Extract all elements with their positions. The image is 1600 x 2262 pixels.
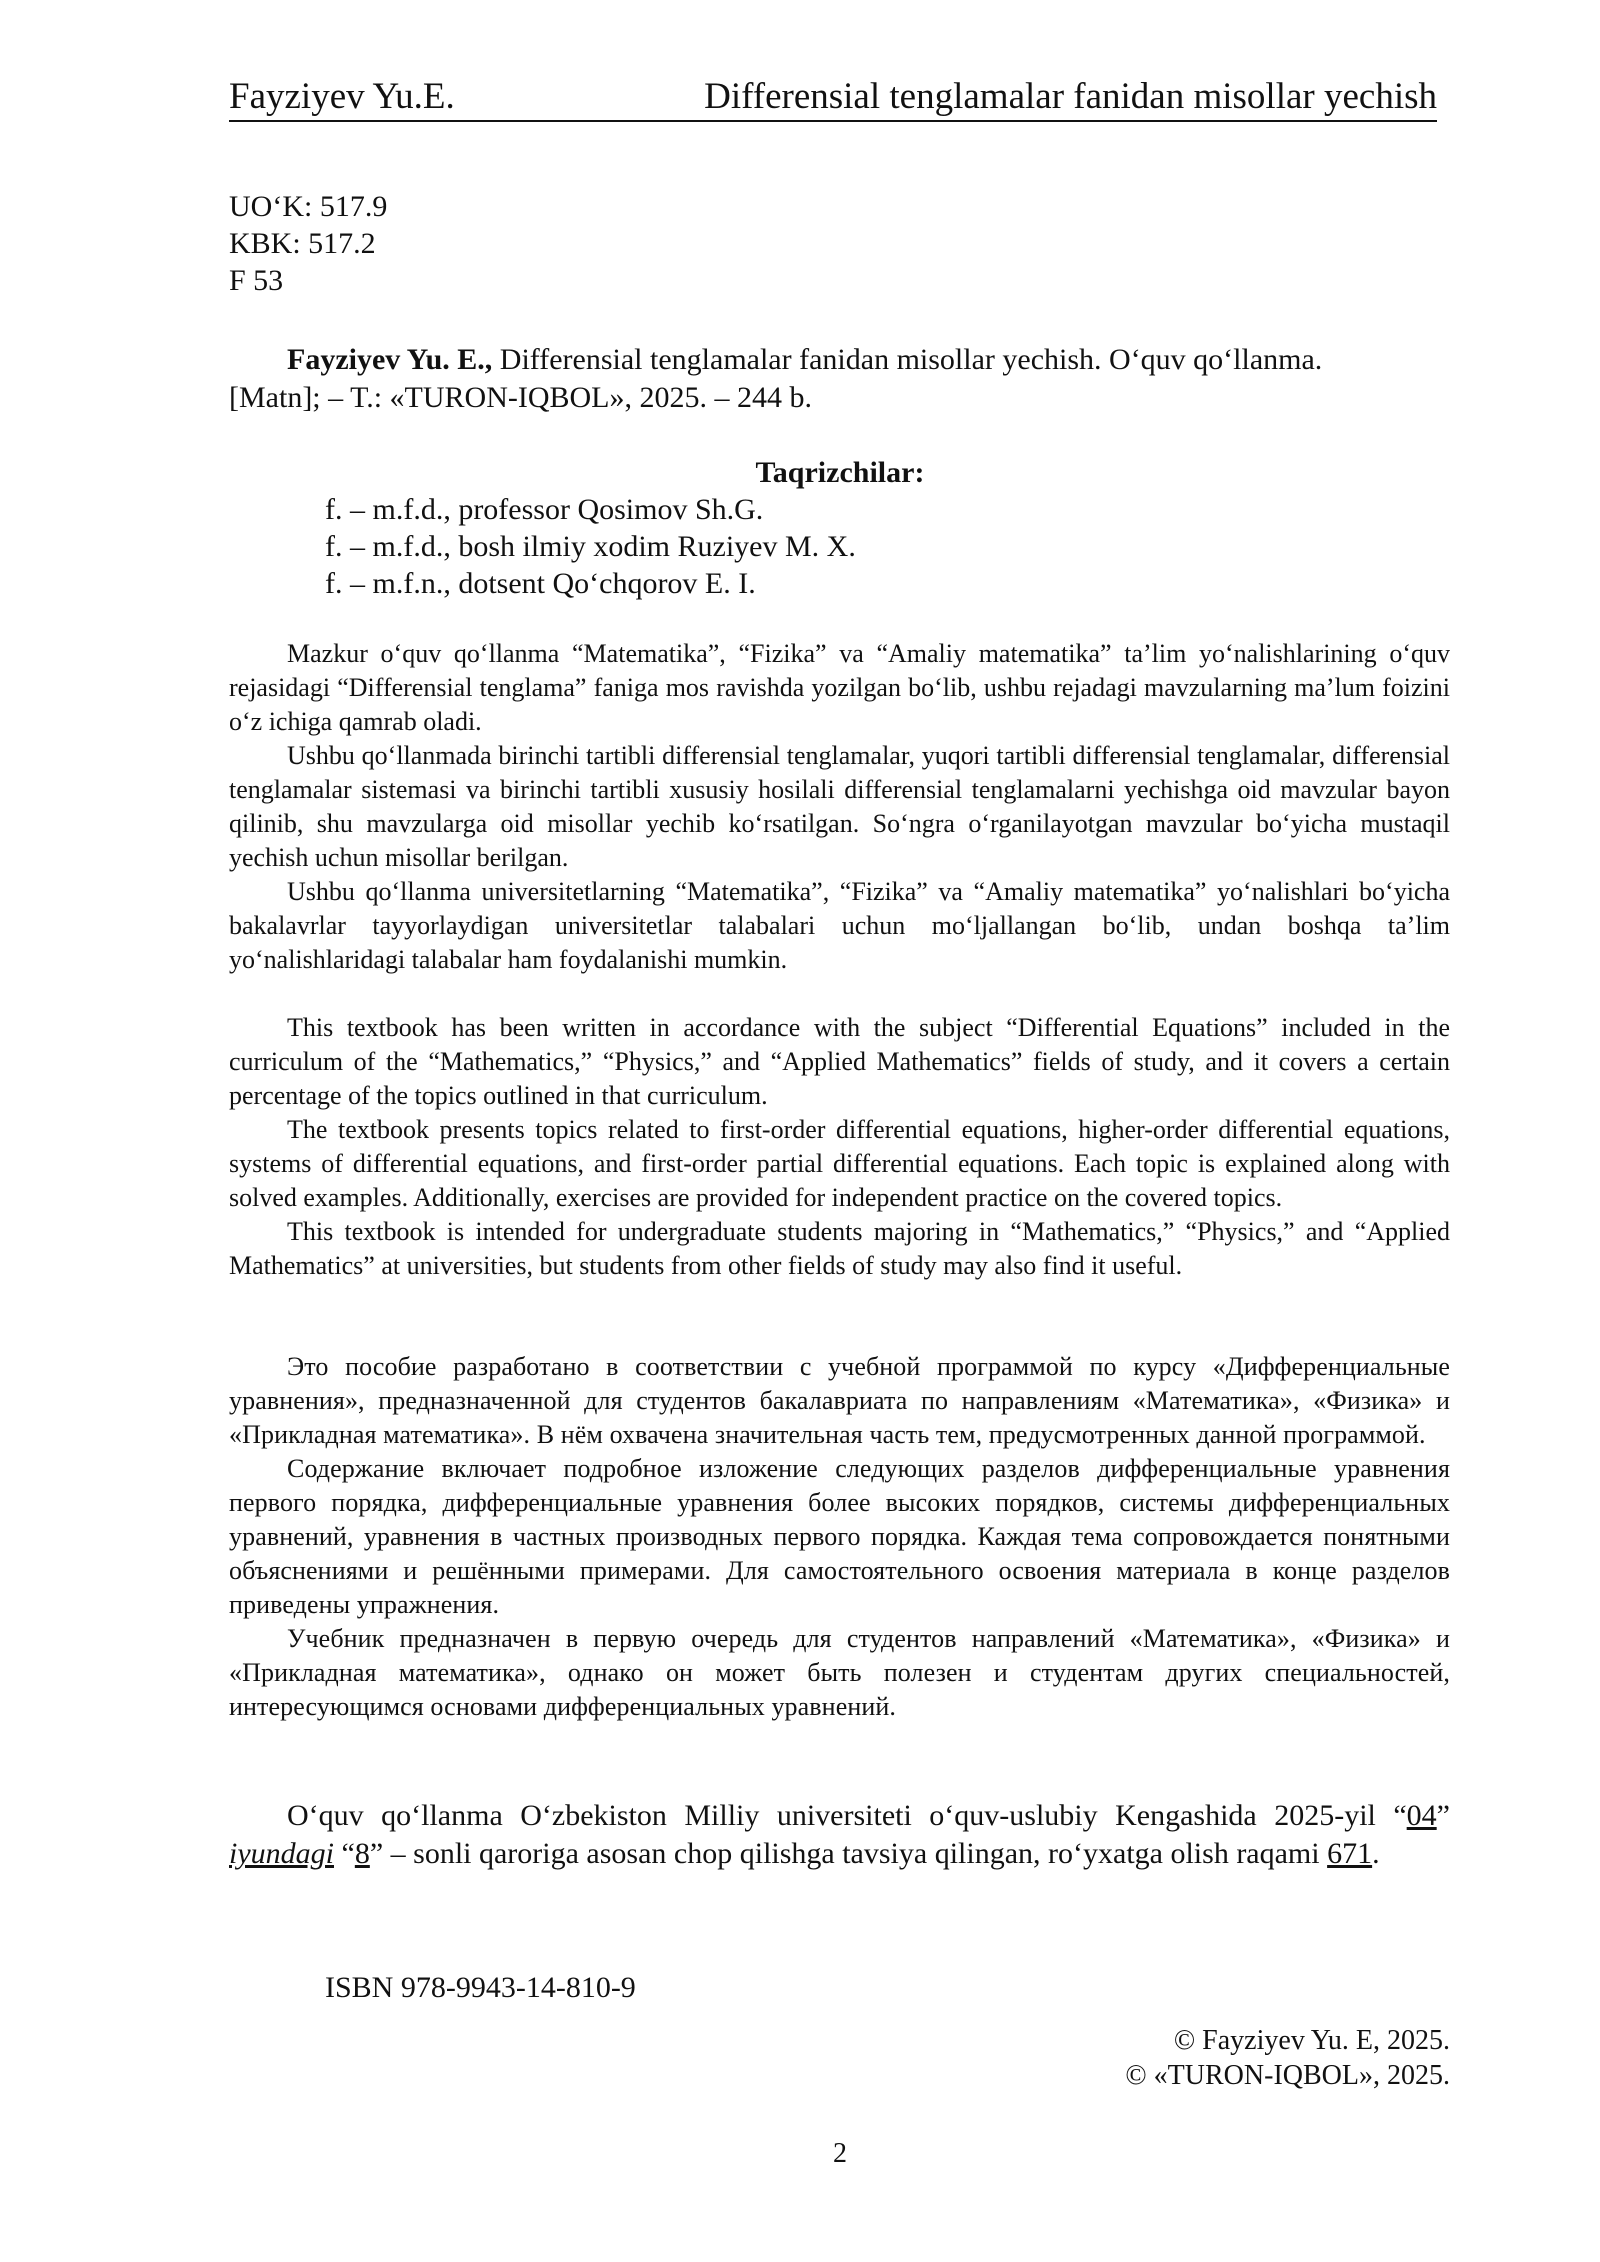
approval-text: “: [334, 1837, 355, 1870]
udc-code: UO‘K: 517.9: [229, 190, 388, 223]
approval-day: 04: [1406, 1799, 1437, 1832]
citation-author: Fayziyev Yu. E.,: [287, 343, 493, 376]
abstract-paragraph: Mazkur o‘quv qo‘llanma “Matematika”, “Fizika” va “Amaliy matematika” ta’lim yo‘nalishlarining o‘quv rejasidagi “Differensial tenglama” faniga mos ravishda yozilgan bo‘lib, ushbu rejadagi mavzularning ma’lum foizini o‘z ichiga qamrab oladi.: [229, 639, 1450, 736]
author-mark: F 53: [229, 264, 284, 297]
isbn: ISBN 978-9943-14-810-9: [325, 1971, 636, 2004]
approval-registration-number: 671: [1327, 1837, 1373, 1870]
abstract-english: [229, 1011, 1450, 1283]
reviewer-item: f. – m.f.n., dotsent Qo‘chqorov E. I.: [325, 567, 756, 600]
copyright-line: © Fayziyev Yu. E, 2025.: [1173, 2025, 1450, 2056]
approval-decision-number: 8: [354, 1837, 370, 1870]
approval-paragraph: [229, 1797, 1450, 1873]
abstract-paragraph: Учебник предназначен в первую очередь для студентов направлений «Математика», «Физика» и «Прикладная математика», однако он может быть полезен и студентам других специальностей, интересующимся основами дифференциальных уравнений.: [229, 1624, 1450, 1721]
page-number: 2: [833, 2138, 847, 2169]
approval-note: [229, 1797, 1450, 1873]
header-author: Fayziyev Yu.E.: [229, 76, 455, 117]
approval-month: iyundagi: [229, 1837, 334, 1870]
abstract-paragraph: Содержание включает подробное изложение следующих разделов дифференциальные уравнения первого порядка, дифференциальные уравнения более высоких порядков, системы дифференциальных уравнений, уравнения в частных производных первого порядка. Каждая тема сопровождается понятными объяснениями и решёнными примерами. Для самостоятельного освоения материала в конце разделов приведены упражнения.: [229, 1454, 1450, 1619]
abstract-paragraph: Ushbu qo‘llanmada birinchi tartibli differensial tenglamalar, yuqori tartibli differensial tenglamalar, differensial tenglamalar sistemasi va birinchi tartibli xususiy hosilali differensial tenglamalarni yechishga oid mavzular bayon qilinib, shu mavzularga oid misollar yechib ko‘rsatilgan. So‘ngra o‘rganilayotgan mavzular bo‘yicha mustaqil yechish uchun misollar berilgan.: [229, 741, 1450, 872]
reviewer-item: f. – m.f.d., bosh ilmiy xodim Ruziyev M. X.: [325, 530, 856, 563]
abstract-paragraph: This textbook is intended for undergraduate students majoring in “Mathematics,” “Physics,” and “Applied Mathematics” at universities, but students from other fields of study may also find it useful.: [229, 1217, 1450, 1280]
abstract-uzbek: [229, 637, 1450, 977]
copyright-block: [1125, 2023, 1450, 2093]
abstract-paragraph: Это пособие разработано в соответствии с учебной программой по курсу «Дифференциальные уравнения», предназначенной для студентов бакалавриата по направлениям «Математика», «Физика» и «Прикладная математика». В нём охвачена значительная часть тем, предусмотренных данной программой.: [229, 1352, 1450, 1449]
copyright-line: © «TURON-IQBOL», 2025.: [1125, 2060, 1450, 2091]
classification-codes: [229, 188, 387, 299]
bibliographic-citation: [229, 341, 1409, 417]
approval-text: .: [1372, 1837, 1380, 1870]
reviewers-title: Taqrizchilar:: [755, 456, 925, 489]
bbk-code: KBK: 517.2: [229, 227, 376, 260]
abstract-paragraph: Ushbu qo‘llanma universitetlarning “Matematika”, “Fizika” va “Amaliy matematika” yo‘nalishlari bo‘yicha bakalavrlar tayyorlaydigan universitetlar talabalari uchun mo‘ljallangan bo‘lib, undan boshqa ta’lim yo‘nalishlaridagi talabalar ham foydalanishi mumkin.: [229, 877, 1450, 974]
running-header: [229, 74, 1437, 122]
approval-text: ” – sonli qaroriga asosan chop qilishga tavsiya qilingan, ro‘yxatga olish raqami: [369, 1837, 1328, 1870]
approval-text: O‘quv qo‘llanma O‘zbekiston Milliy universiteti o‘quv-uslubiy Kengashida 2025-yil “: [287, 1799, 1407, 1832]
reviewer-item: f. – m.f.d., professor Qosimov Sh.G.: [325, 493, 764, 526]
header-title: Differensial tenglamalar fanidan misollar yechish: [704, 76, 1437, 117]
abstract-paragraph: This textbook has been written in accordance with the subject “Differential Equations” included in the curriculum of the “Mathematics,” “Physics,” and “Applied Mathematics” fields of study, and it covers a certain percentage of the topics outlined in that curriculum.: [229, 1013, 1450, 1110]
approval-text: ”: [1436, 1799, 1450, 1832]
abstract-paragraph: The textbook presents topics related to first-order differential equations, higher-order differential equations, systems of differential equations, and first-order partial differential equations. Each topic is explained along with solved examples. Additionally, exercises are provided for independent practice on the covered topics.: [229, 1115, 1450, 1212]
reviewers-list: [325, 491, 856, 602]
citation-text: Differensial tenglamalar fanidan misollar yechish. O‘quv qo‘llanma. [Matn]; – T.: «TURON-IQBOL», 2025. – 244 b.: [229, 343, 1323, 414]
abstract-russian: [229, 1350, 1450, 1724]
